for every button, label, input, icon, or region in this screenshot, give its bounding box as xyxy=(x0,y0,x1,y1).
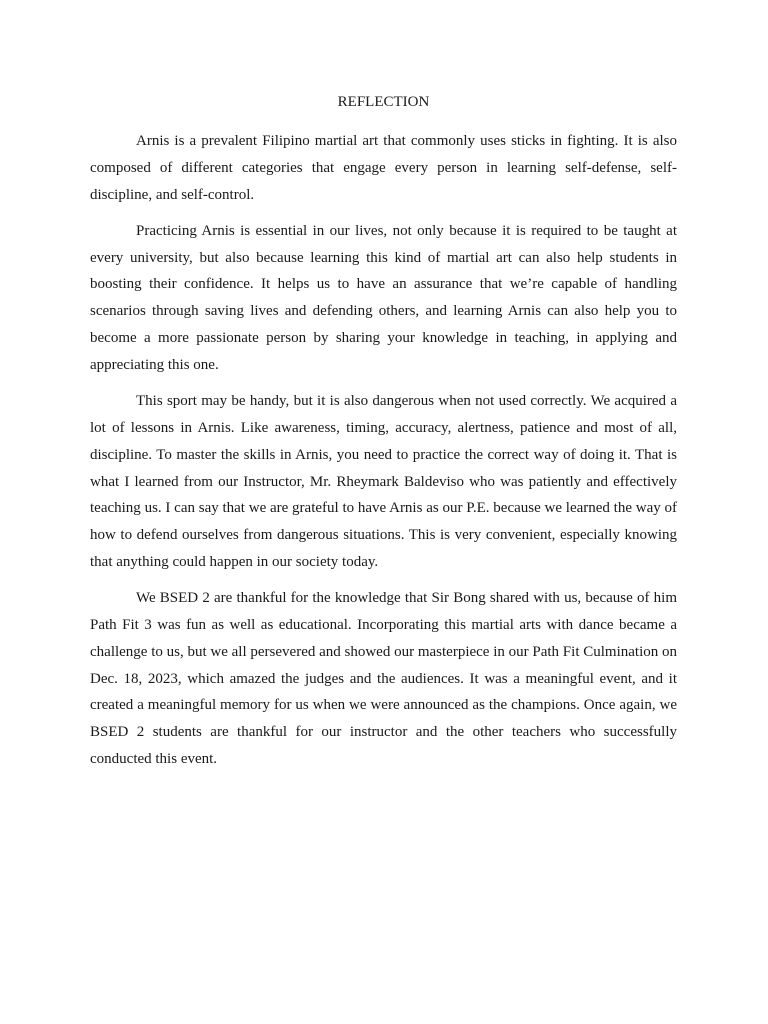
document-page xyxy=(90,92,677,782)
paragraph-lessons: This sport may be handy, but it is also dangerous when not used correctly. We acquired a lot of lessons in Arnis. Like awareness, timing, accuracy, alertness, patience and most of all, discipline. To master the skills in Arnis, you need to practice the correct way of doing it. That is what I learned from our Instructor, Mr. Rheymark Baldeviso who was patiently and effectively teaching us. I can say that we are grateful to have Arnis as our P.E. because we learned the way of how to defend ourselves from dangerous situations. This is very convenient, especially knowing that anything could happen in our society today. xyxy=(90,393,677,570)
paragraph-importance: Practicing Arnis is essential in our lives, not only because it is required to be taught at every university, but also because learning this kind of martial art can also help students in boosting their confidence. It helps us to have an assurance that we’re capable of handling scenarios through saving lives and defending others, and learning Arnis can also help you to become a more passionate person by sharing your knowledge in teaching, in applying and appreciating this one. xyxy=(90,222,677,373)
paragraph-intro: Arnis is a prevalent Filipino martial art that commonly uses sticks in fighting. It is also composed of different categories that engage every person in learning self-defense, self-discipline, and self-control. xyxy=(90,133,677,203)
document-title: REFLECTION xyxy=(337,94,430,110)
paragraph-gratitude: We BSED 2 are thankful for the knowledge that Sir Bong shared with us, because of him Path Fit 3 was fun as well as educational. Incorporating this martial arts with dance became a challenge to us, but we all persevered and showed our masterpiece in our Path Fit Culmination on Dec. 18, 2023, which amazed the judges and the audiences. It was a meaningful event, and it created a meaningful memory for us when we were announced as the champions. Once again, we BSED 2 students are thankful for our instructor and the other teachers who successfully conducted this event. xyxy=(90,590,677,768)
